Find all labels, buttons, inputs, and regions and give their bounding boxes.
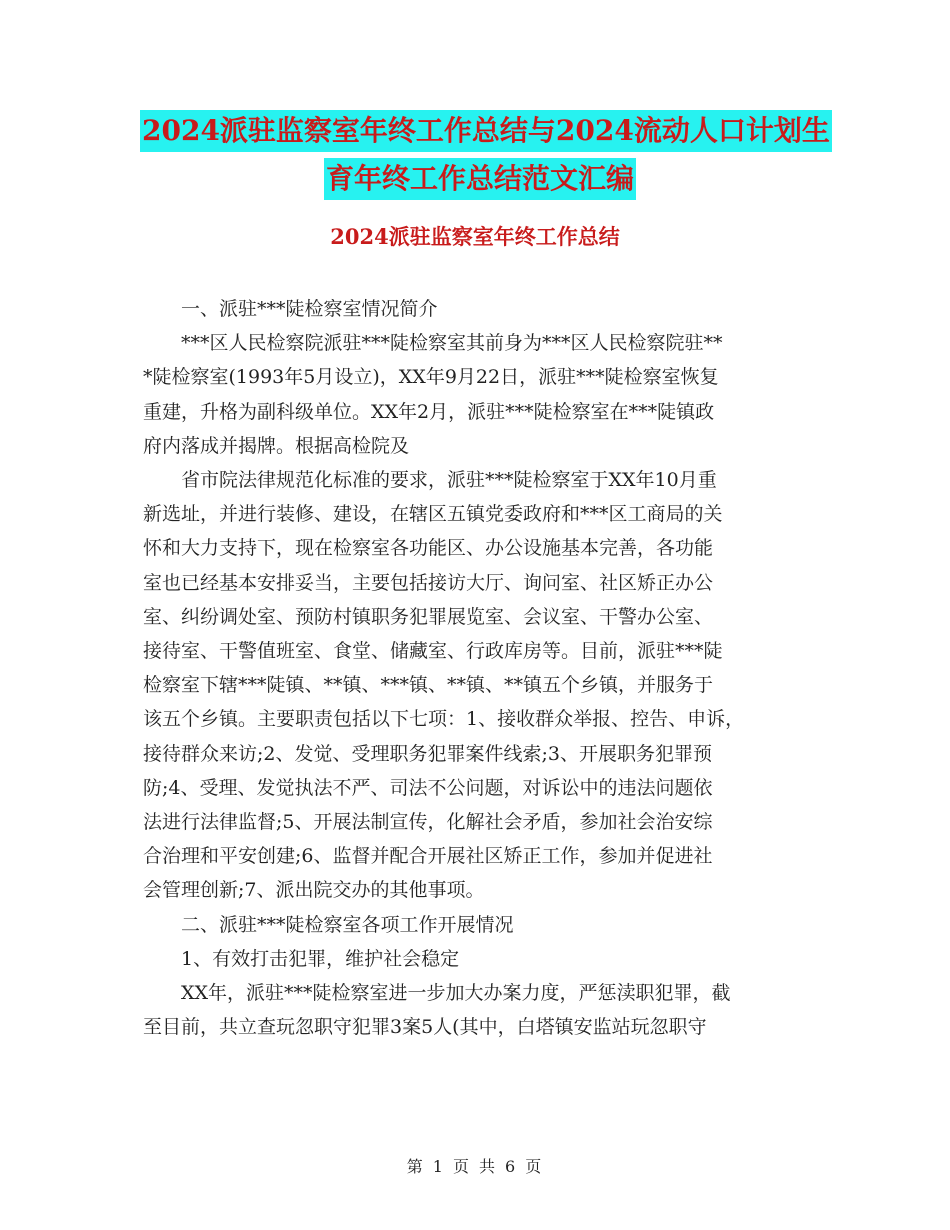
title-line-2: 育年终工作总结范文汇编	[324, 158, 636, 200]
paragraph-line: XX年，派驻***陡检察室进一步加大办案力度，严惩渎职犯罪，截	[181, 982, 731, 1005]
paragraph-line: 接待室、干警值班室、食堂、储藏室、行政库房等。目前，派驻***陡	[143, 640, 723, 663]
paragraph-line: 检察室下辖***陡镇、**镇、***镇、**镇、**镇五个乡镇，并服务于	[143, 674, 714, 697]
paragraph-line: 至目前，共立查玩忽职守犯罪3案5人(其中，白塔镇安监站玩忽职守	[143, 1016, 707, 1039]
document-title	[140, 110, 830, 200]
paragraph-line: 新选址，并进行装修、建设，在辖区五镇党委政府和***区工商局的关	[143, 503, 723, 526]
paragraph-line: 室也已经基本安排妥当，主要包括接访大厅、询问室、社区矫正办公	[143, 571, 714, 594]
footer-label-gong: 共	[479, 1157, 498, 1176]
section-title: 2024派驻监察室年终工作总结	[330, 224, 620, 249]
footer-total-pages: 6	[505, 1157, 518, 1176]
page-footer	[0, 1154, 950, 1177]
paragraph-line: 府内落成并揭牌。根据高检院及	[143, 434, 410, 457]
title-line-1: 2024派驻监察室年终工作总结与2024流动人口计划生	[140, 110, 832, 152]
paragraph-line: 法进行法律监督;5、开展法制宣传，化解社会矛盾，参加社会治安综	[143, 811, 713, 834]
paragraph-line: 接待群众来访;2、发觉、受理职务犯罪案件线索;3、开展职务犯罪预	[143, 742, 712, 765]
heading-2: 二、派驻***陡检察室各项工作开展情况	[181, 913, 514, 936]
paragraph-line: 该五个乡镇。主要职责包括以下七项：1、接收群众举报、控告、申诉，	[143, 708, 745, 731]
paragraph-line: 防;4、受理、发觉执法不严、司法不公问题，对诉讼中的违法问题依	[143, 776, 713, 799]
paragraph-line: 室、纠纷调处室、预防村镇职务犯罪展览室、会议室、干警办公室、	[143, 605, 714, 628]
footer-label-ye2: 页	[525, 1157, 544, 1176]
paragraph-line: 合治理和平安创建;6、监督并配合开展社区矫正工作，参加并促进社	[143, 845, 713, 868]
paragraph-line: ***区人民检察院派驻***陡检察室其前身为***区人民检察院驻**	[181, 332, 723, 355]
paragraph-line: 重建，升格为副科级单位。XX年2月，派驻***陡检察室在***陡镇政	[143, 400, 715, 423]
heading-1: 一、派驻***陡检察室情况简介	[181, 298, 438, 320]
paragraph-line: 怀和大力支持下，现在检察室各功能区、办公设施基本完善，各功能	[143, 537, 714, 560]
paragraph-line: 会管理创新;7、派出院交办的其他事项。	[143, 879, 485, 902]
paragraph-line: *陡检察室(1993年5月设立)，XX年9月22日，派驻***陡检察室恢复	[143, 366, 719, 389]
document-body	[143, 292, 815, 1044]
paragraph-line: 省市院法律规范化标准的要求，派驻***陡检察室于XX年10月重	[181, 469, 717, 492]
footer-page-number: 1	[432, 1157, 445, 1176]
subheading-1: 1、有效打击犯罪，维护社会稳定	[181, 947, 460, 970]
footer-label-di: 第	[406, 1157, 425, 1176]
footer-label-ye: 页	[452, 1157, 471, 1176]
